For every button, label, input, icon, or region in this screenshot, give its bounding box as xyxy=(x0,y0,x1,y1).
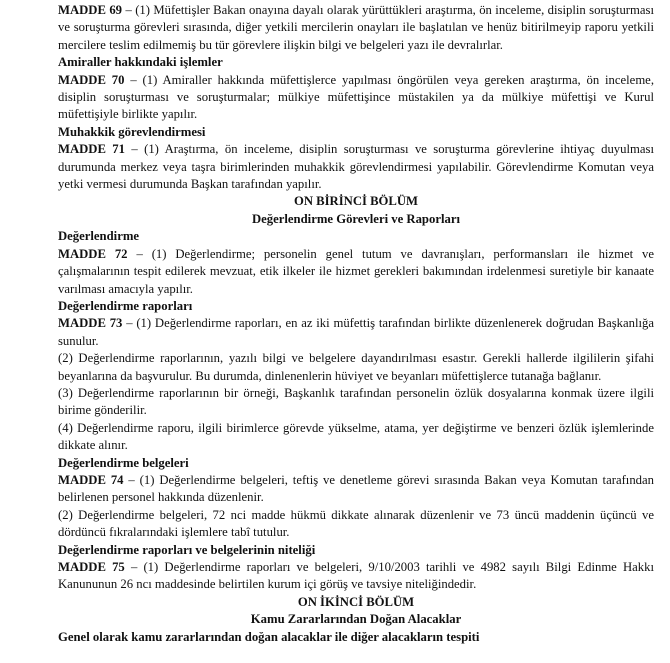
article-73-clause-4: (4) Değerlendirme raporu, ilgili birimlerce görevde yükselme, atama, yer değiştirme ve benzeri özlük işlemlerinde dikkate alınır. xyxy=(58,420,654,453)
heading-evaluation-reports: Değerlendirme raporları xyxy=(58,298,193,313)
heading-evaluation-documents: Değerlendirme belgeleri xyxy=(58,455,189,470)
heading-public-loss-receivables: Genel olarak kamu zararlarından doğan alacaklar ile diğer alacakların tespiti xyxy=(58,629,480,644)
article-75-text: – (1) Değerlendirme raporları ve belgeleri, 9/10/2003 tarihli ve 4982 sayılı Bilgi Edinme Hakkı Kanununun 26 ncı maddesinde belirtilen kurum içi görüş ve tavsiye niteliğindedir. xyxy=(58,560,654,592)
article-70 xyxy=(58,72,654,124)
article-72-text: – (1) Değerlendirme; personelin genel tutum ve davranışları, performansları ile hizmet ve çalışmalarının tespit edilerek mevzuat, etik ilkeler ile hizmet gerekleri bakımından irdelenmesi suretiyle bir kanaate varılması amacıyla yapılır. xyxy=(58,246,654,296)
article-73 xyxy=(58,315,654,350)
article-74-number: MADDE 74 xyxy=(58,472,124,487)
article-71 xyxy=(58,141,654,193)
article-69 xyxy=(58,2,654,54)
article-73-text: – (1) Değerlendirme raporları, en az iki müfettiş tarafından birlikte düzenlenerek doğrudan Başkanlığa sunulur. xyxy=(58,316,654,348)
section-eleven-subtitle: Değerlendirme Görevleri ve Raporları xyxy=(252,211,460,226)
section-twelve-title: ON İKİNCİ BÖLÜM xyxy=(297,594,415,609)
article-74-text: – (1) Değerlendirme belgeleri, teftiş ve denetleme görevi sırasında Bakan veya Komutan tarafından belirlenen personel hakkında düzenlenir. xyxy=(58,472,654,505)
heading-admiral-procedures: Amiraller hakkındaki işlemler xyxy=(58,55,223,70)
heading-evaluation: Değerlendirme xyxy=(58,229,140,244)
article-75 xyxy=(58,559,654,594)
heading-investigator-assignment: Muhakkik görevlendirmesi xyxy=(58,124,206,139)
article-69-text: – (1) Müfettişler Bakan onayına dayalı olarak yürüttükleri araştırma, ön inceleme, disiplin soruşturması ve soruşturma görevleri sırasında, diğer yetkili mercilerin onayları ile başlatılan ve henüz bitirilmeyip raporu yetkili mercilere teslim edilmemiş bu tür görevlere ilişkin bilgi ve belgeleri yazı ile devralırlar. xyxy=(58,3,654,52)
article-74-clause-2: (2) Değerlendirme belgeleri, 72 nci madde hükmü dikkate alınarak düzenlenir ve 73 üncü maddenin üçüncü ve dördüncü fıkralarındaki işlemlere tabî tutulur. xyxy=(58,507,654,540)
article-72-number: MADDE 72 xyxy=(58,246,128,261)
article-73-number: MADDE 73 xyxy=(58,316,123,331)
article-73-clause-2: (2) Değerlendirme raporlarının, yazılı bilgi ve belgelere dayandırılması esastır. Gerekli hallerde ilgililerin şifahi beyanlarına da başvurulur. Bu durumda, dinlenenlerin hüviyet ve beyanları müfettişlerce tutanağa bağlanır. xyxy=(58,351,654,383)
article-70-number: MADDE 70 xyxy=(58,72,125,87)
article-71-number: MADDE 71 xyxy=(58,142,125,157)
article-72 xyxy=(58,246,654,298)
section-eleven-title: ON BİRİNCİ BÖLÜM xyxy=(293,194,419,209)
article-73-clause-3: (3) Değerlendirme raporlarının bir örneği, Başkanlık tarafından personelin özlük dosyalarına konmak üzere ilgili birime gönderilir. xyxy=(58,385,654,418)
article-75-number: MADDE 75 xyxy=(58,560,125,574)
article-70-text: – (1) Amiraller hakkında müfettişlerce yapılması öngörülen veya gereken araştırma, ön inceleme, disiplin soruşturması ve soruşturmalar; mülkiye müfettişince müstakilen ya da mülkiye müfettişi ve Kurul müfettişiyle birlikte yapılır. xyxy=(58,72,654,122)
section-twelve-subtitle: Kamu Zararlarından Doğan Alacaklar xyxy=(250,612,462,627)
article-69-number: MADDE 69 xyxy=(58,3,123,17)
regulation-text xyxy=(58,2,654,646)
heading-document-nature: Değerlendirme raporları ve belgelerinin niteliği xyxy=(58,542,316,557)
article-71-text: – (1) Araştırma, ön inceleme, disiplin soruşturması ve soruşturma görevlerine ihtiyaç duyulması durumunda merkez veya taşra birimlerinden muhakkik görevlendirmesi yapılabilir. Görevlendirme Komutan veya yetki vermesi durumunda Başkan tarafından yapılır. xyxy=(58,142,654,192)
article-74 xyxy=(58,472,654,507)
